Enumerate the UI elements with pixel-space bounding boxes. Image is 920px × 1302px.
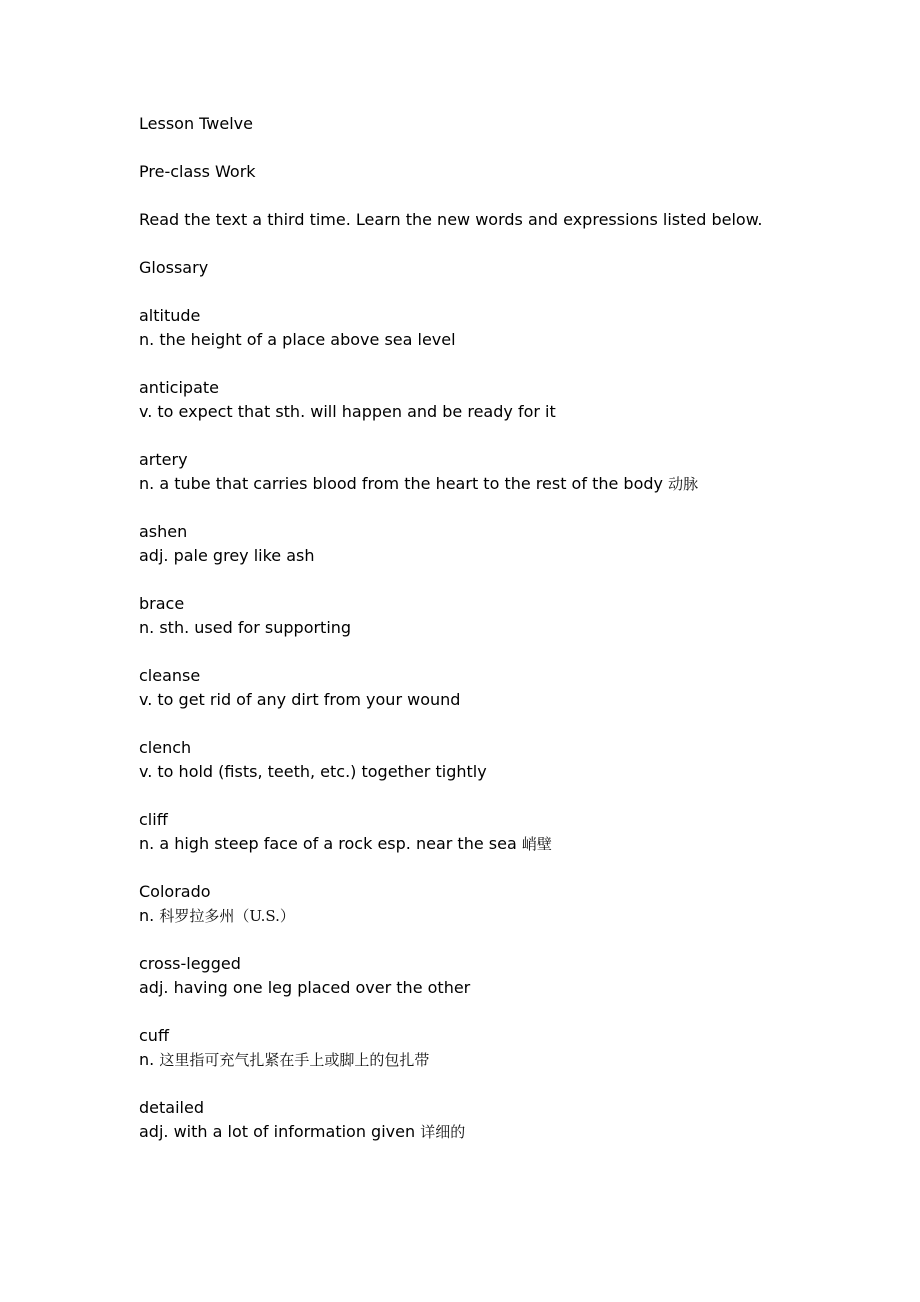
glossary-word: ashen: [139, 522, 188, 541]
glossary-definition-line: [139, 760, 859, 784]
glossary-word: cliff: [139, 810, 168, 829]
glossary-entry: [139, 952, 859, 1000]
part-of-speech: n.: [139, 618, 155, 637]
definition-text: pale grey like ash: [173, 546, 315, 565]
glossary-definition-line: [139, 832, 859, 856]
definition-text: having one leg placed over the other: [173, 978, 471, 997]
glossary-definition-line: [139, 472, 859, 496]
part-of-speech: n.: [139, 906, 155, 925]
glossary-definition-line: [139, 904, 859, 928]
part-of-speech: n.: [139, 330, 155, 349]
glossary-heading: Glossary: [139, 258, 209, 277]
definition-text: to hold (fists, teeth, etc.) together tightly: [157, 762, 487, 781]
glossary-word: cross-legged: [139, 954, 241, 973]
chinese-gloss: 峭壁: [521, 835, 552, 853]
section-title: Pre-class Work: [139, 162, 256, 181]
part-of-speech: n.: [139, 1050, 155, 1069]
part-of-speech: n.: [139, 834, 155, 853]
glossary-list: [139, 304, 859, 1144]
definition-text: to expect that sth. will happen and be ready for it: [157, 402, 556, 421]
glossary-definition-line: [139, 616, 859, 640]
glossary-entry: [139, 520, 859, 568]
part-of-speech: adj.: [139, 978, 169, 997]
part-of-speech: v.: [139, 690, 153, 709]
lesson-title: Lesson Twelve: [139, 114, 253, 133]
glossary-definition-line: [139, 976, 859, 1000]
glossary-entry: [139, 808, 859, 856]
chinese-gloss: 动脉: [668, 475, 699, 493]
chinese-gloss: 科罗拉多州（U.S.）: [159, 907, 295, 925]
chinese-gloss: 这里指可充气扎紧在手上或脚上的包扎带: [159, 1051, 430, 1069]
part-of-speech: v.: [139, 762, 153, 781]
glossary-word: brace: [139, 594, 185, 613]
glossary-entry: [139, 592, 859, 640]
glossary-entry: [139, 664, 859, 712]
glossary-word: Colorado: [139, 882, 211, 901]
glossary-entry: [139, 304, 859, 352]
glossary-entry: [139, 1096, 859, 1144]
glossary-word: cuff: [139, 1026, 169, 1045]
definition-text: a tube that carries blood from the heart to the rest of the body: [159, 474, 663, 493]
part-of-speech: n.: [139, 474, 155, 493]
glossary-entry: [139, 376, 859, 424]
glossary-entry: [139, 1024, 859, 1072]
definition-text: the height of a place above sea level: [159, 330, 456, 349]
glossary-definition-line: [139, 544, 859, 568]
glossary-word: artery: [139, 450, 188, 469]
glossary-definition-line: [139, 1120, 859, 1144]
definition-text: a high steep face of a rock esp. near the sea: [159, 834, 517, 853]
glossary-definition-line: [139, 1048, 859, 1072]
glossary-word: altitude: [139, 306, 201, 325]
instruction-text: Read the text a third time. Learn the new words and expressions listed below.: [139, 210, 763, 229]
glossary-word: anticipate: [139, 378, 219, 397]
part-of-speech: adj.: [139, 1122, 169, 1141]
definition-text: with a lot of information given: [173, 1122, 416, 1141]
definition-text: to get rid of any dirt from your wound: [157, 690, 461, 709]
glossary-definition-line: [139, 328, 859, 352]
glossary-entry: [139, 448, 859, 496]
glossary-word: cleanse: [139, 666, 201, 685]
glossary-definition-line: [139, 400, 859, 424]
glossary-entry: [139, 736, 859, 784]
definition-text: sth. used for supporting: [159, 618, 352, 637]
part-of-speech: adj.: [139, 546, 169, 565]
document-page: [139, 112, 859, 1168]
glossary-word: detailed: [139, 1098, 204, 1117]
glossary-word: clench: [139, 738, 192, 757]
chinese-gloss: 详细的: [420, 1123, 466, 1141]
glossary-entry: [139, 880, 859, 928]
glossary-definition-line: [139, 688, 859, 712]
part-of-speech: v.: [139, 402, 153, 421]
